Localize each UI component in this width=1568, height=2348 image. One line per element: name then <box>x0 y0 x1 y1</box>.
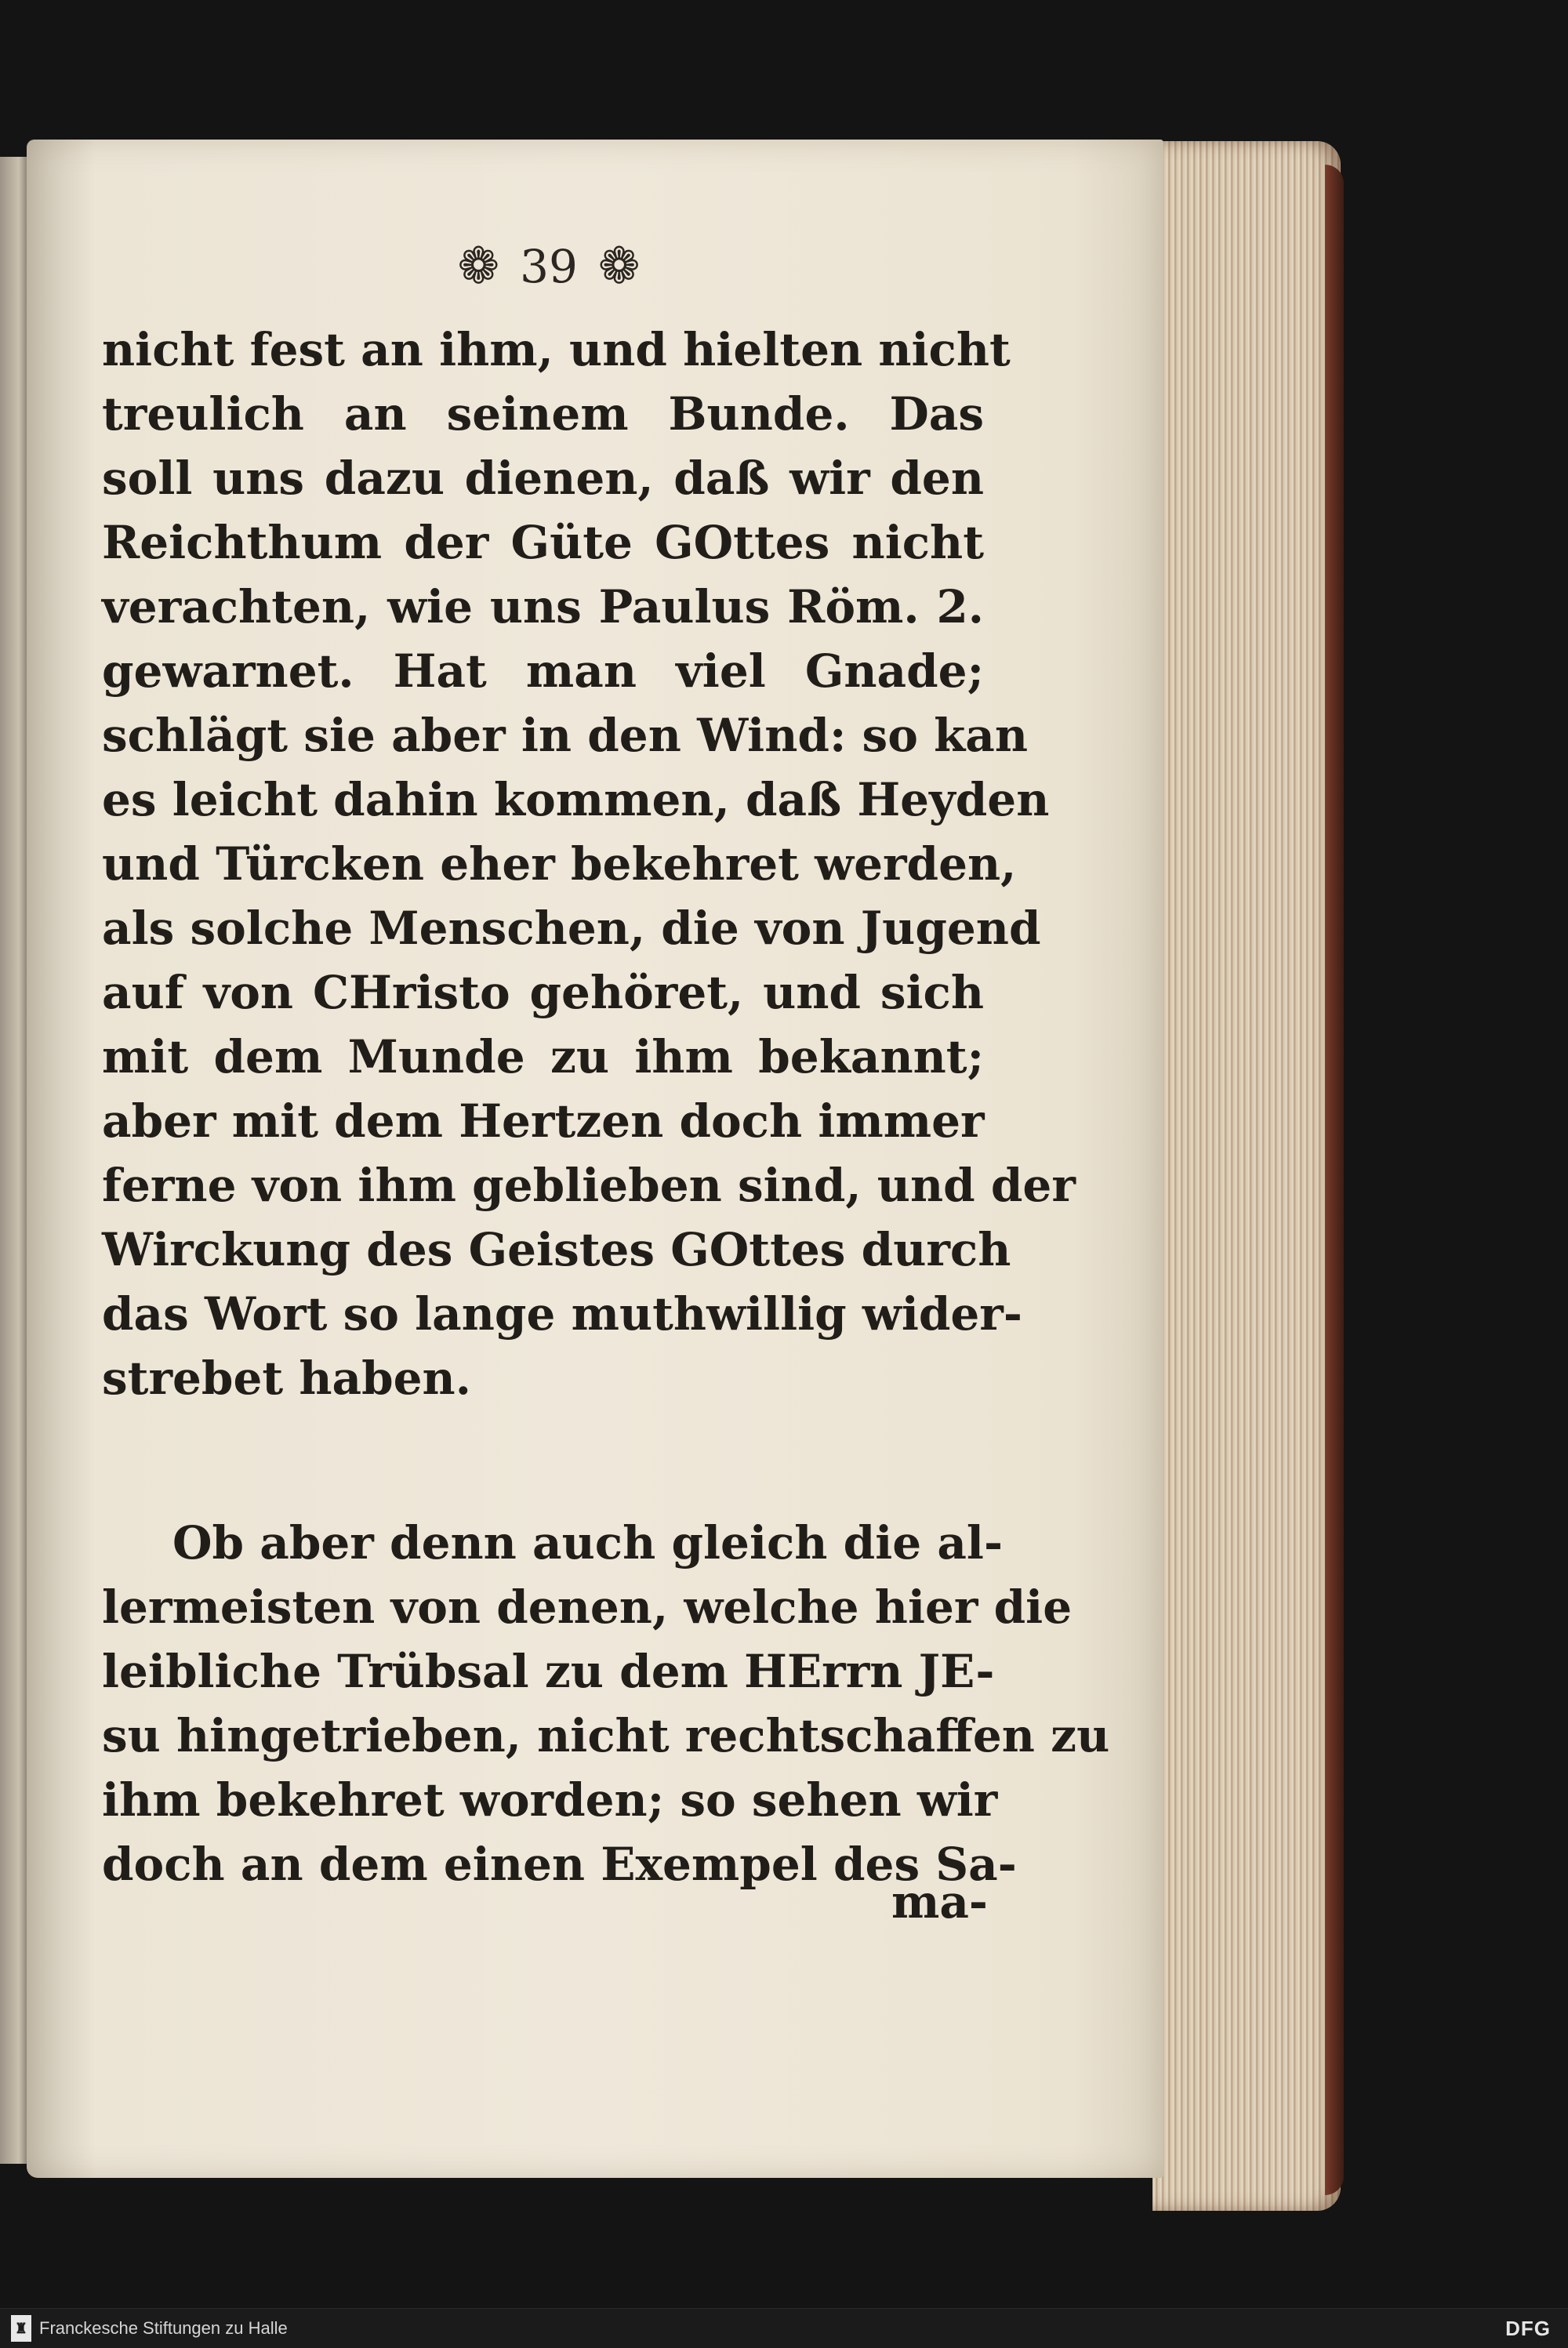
paragraph-1 <box>102 318 1076 1410</box>
text-line: auf von CHristo gehöret, und sich <box>102 966 984 1019</box>
footer-institution[interactable] <box>0 2315 288 2342</box>
text-line: ferne von ihm geblieben sind, und der <box>102 1159 1076 1212</box>
text-line: aber mit dem Hertzen doch immer <box>102 1094 985 1148</box>
text-line: doch an dem einen Exempel des Sa- <box>102 1838 1017 1891</box>
book-cover-edge <box>1325 165 1344 2195</box>
dfg-logo[interactable]: DFG <box>1505 2316 1551 2340</box>
text-line: als solche Menschen, die von Jugend <box>102 902 1041 955</box>
ornament-left-icon: ❁ <box>457 238 500 296</box>
page-number: 39 <box>520 240 578 293</box>
text-line: gewarnet. Hat man viel Gnade; <box>102 644 984 698</box>
page-text <box>102 318 1110 1896</box>
text-line: su hingetrieben, nicht rechtschaffen zu <box>102 1709 1110 1762</box>
text-line: es leicht dahin kommen, daß Heyden <box>102 773 1050 826</box>
text-line: das Wort so lange muthwillig wider- <box>102 1287 1022 1341</box>
text-line: lermeisten von denen, welche hier die <box>102 1580 1073 1634</box>
ornament-right-icon: ❁ <box>597 238 641 296</box>
page-header <box>423 235 674 298</box>
text-line: Reichthum der Güte GOttes nicht <box>102 516 984 569</box>
text-line: und Türcken eher bekehret werden, <box>102 837 1017 891</box>
text-line: strebet haben. <box>102 1352 471 1405</box>
catchword: ma- <box>891 1875 988 1929</box>
text-line: leibliche Trübsal zu dem HErrn JE- <box>102 1645 995 1698</box>
book-page-edges <box>1152 141 1341 2211</box>
text-line: Ob aber denn auch gleich die al- <box>172 1516 1004 1570</box>
text-line: treulich an seinem Bunde. Das <box>102 387 984 441</box>
text-line: Wirckung des Geistes GOttes durch <box>102 1223 1011 1276</box>
institution-name: Franckesche Stiftungen zu Halle <box>39 2318 288 2338</box>
text-line: soll uns dazu dienen, daß wir den <box>102 452 984 505</box>
text-line: schlägt sie aber in den Wind: so kan <box>102 709 1029 762</box>
viewer-footer <box>0 2308 1568 2348</box>
paragraph-2 <box>102 1511 1110 1896</box>
text-line: verachten, wie uns Paulus Röm. 2. <box>102 580 984 633</box>
text-line: mit dem Munde zu ihm bekannt; <box>102 1030 984 1083</box>
institution-logo-icon: ♜ <box>11 2315 31 2342</box>
text-line: ihm bekehret worden; so sehen wir <box>102 1773 998 1827</box>
paragraph-gap <box>102 1410 984 1511</box>
text-line: nicht fest an ihm, und hielten nicht <box>102 323 1011 376</box>
